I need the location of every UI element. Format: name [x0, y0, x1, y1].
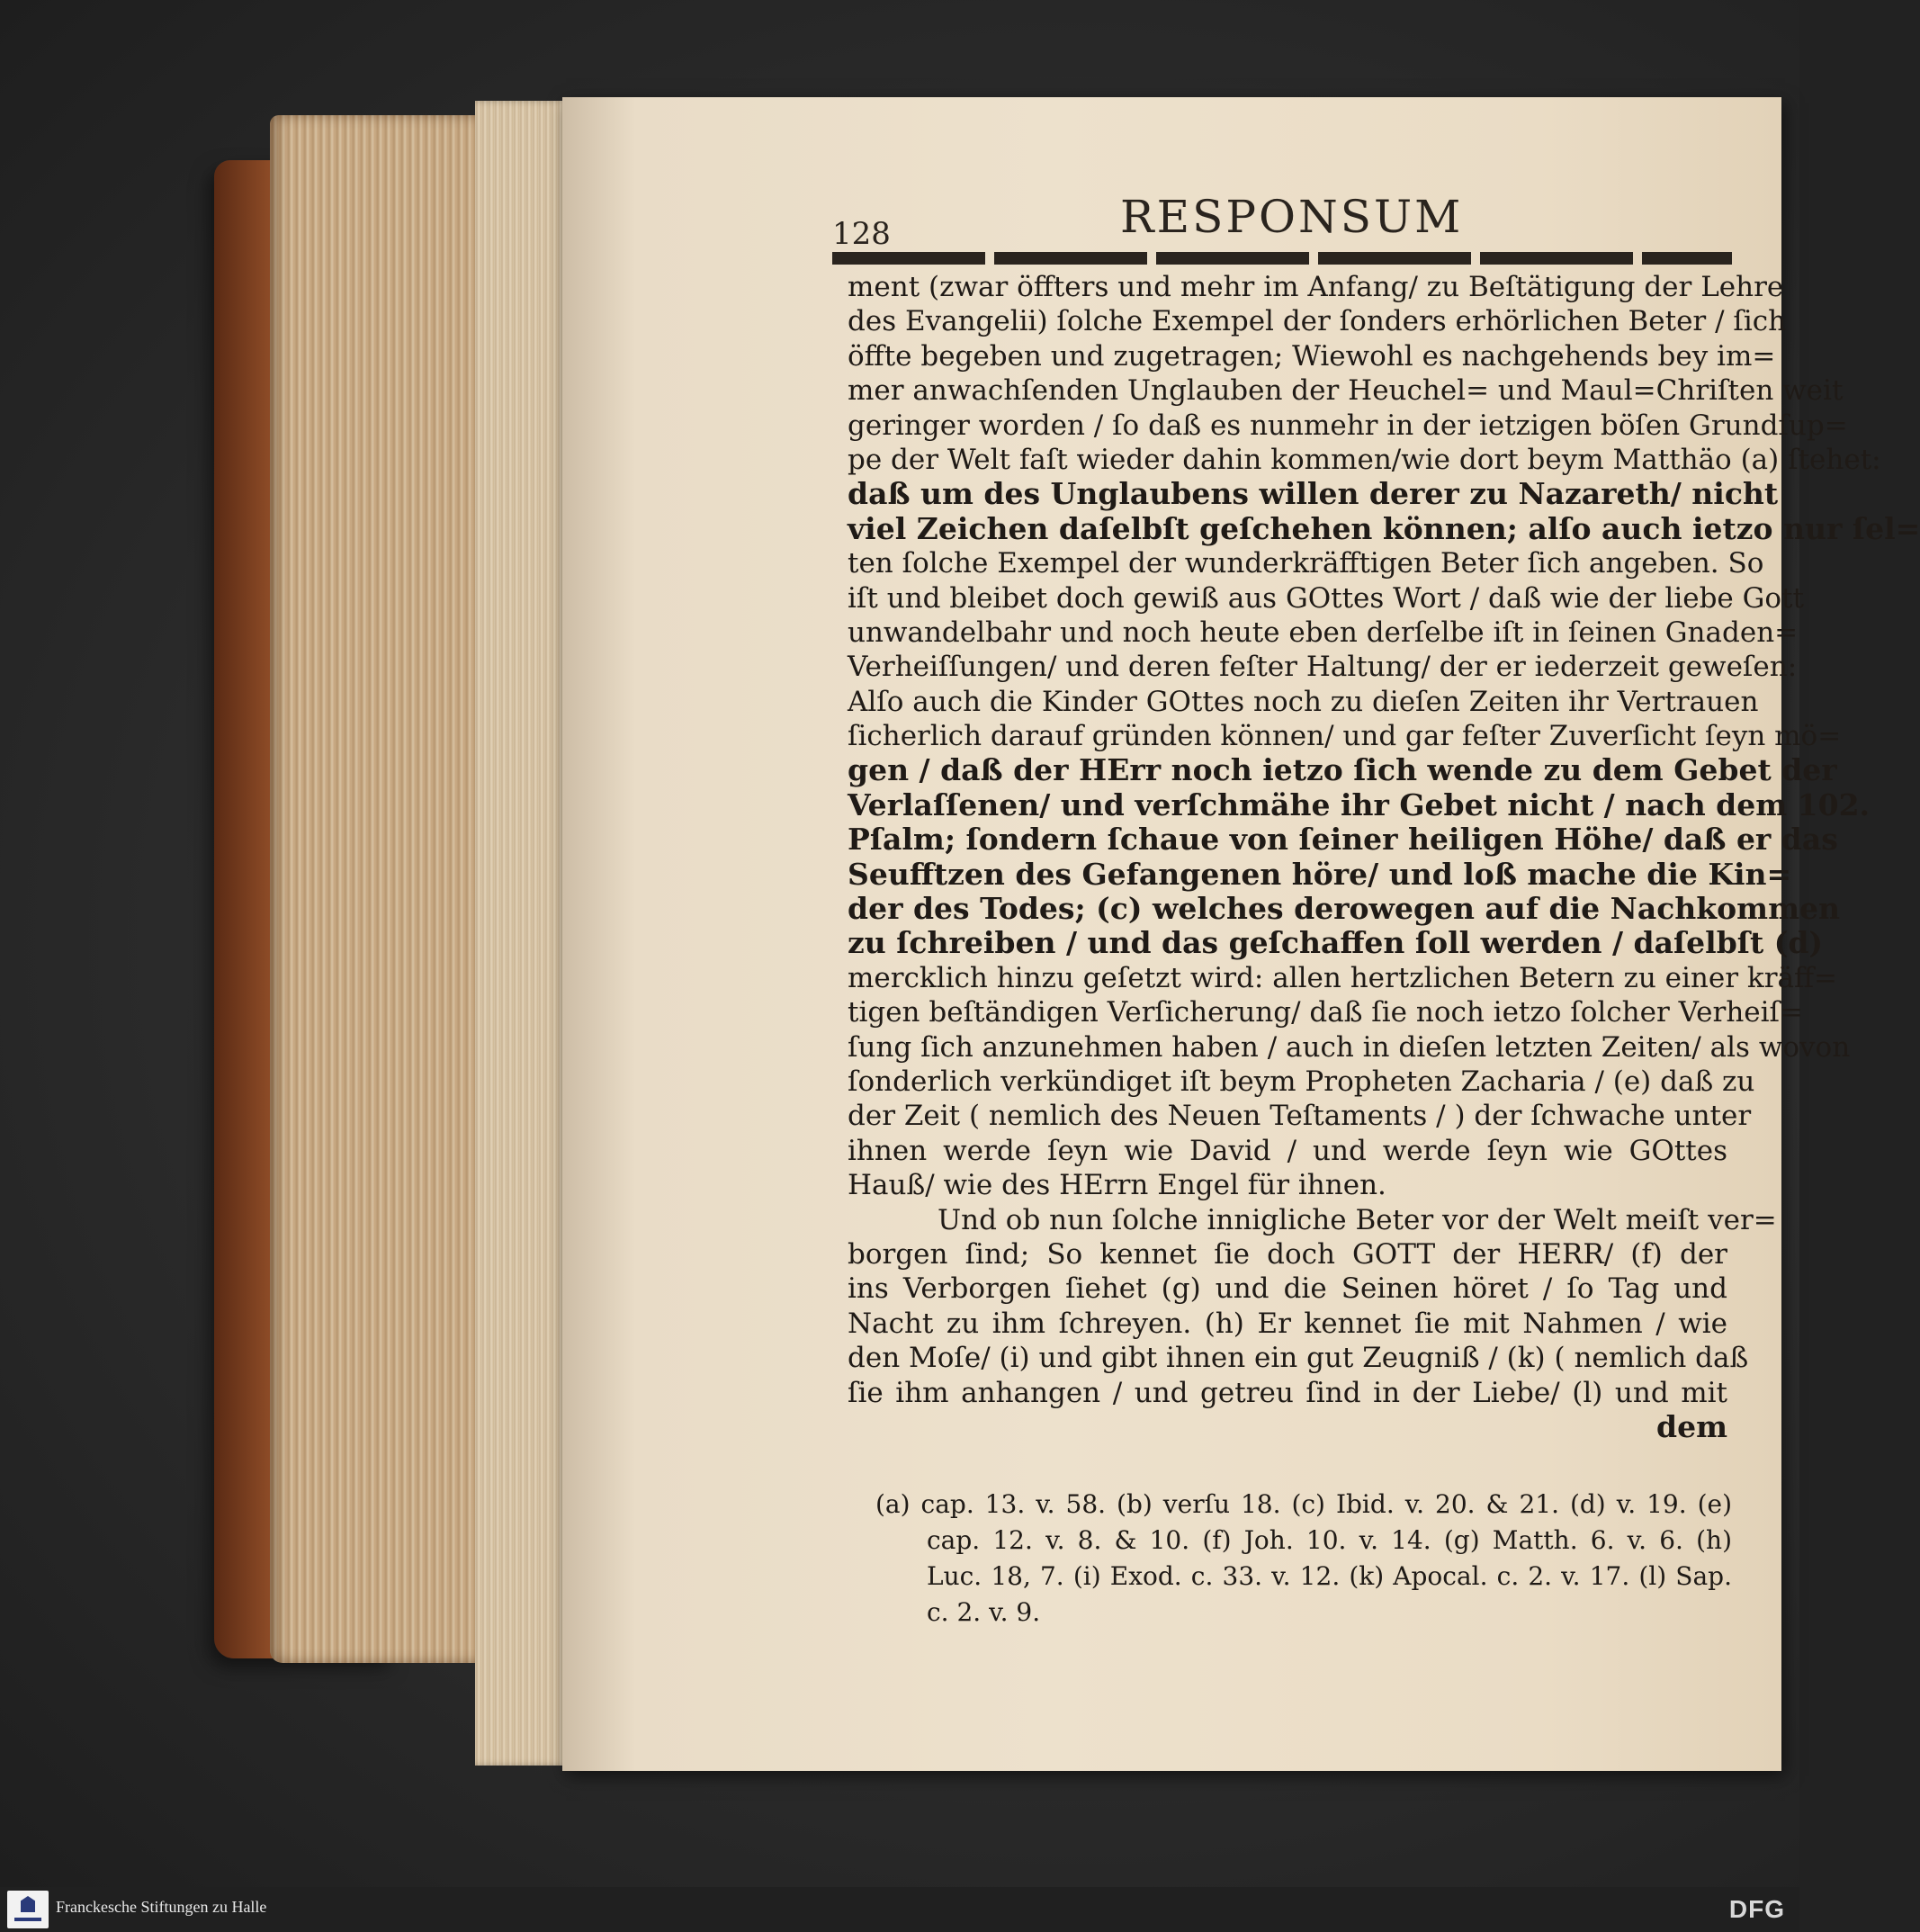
text-line: tigen beſtändigen Verſicherung/ daß ſie noch ietzo ſolcher Verheiſ= — [848, 996, 1804, 1029]
text-line: daß um des Unglaubens willen derer zu Nazareth/ nicht — [848, 476, 1779, 512]
text-line: Alſo auch die Kinder GOttes noch zu dieſen Zeiten ihr Vertrauen — [848, 685, 1759, 718]
text-line: pe der Welt faſt wieder dahin kommen/wie dort beym Matthäo (a) ſtehet: — [848, 443, 1881, 476]
text-line: Verheiſſungen/ und deren feſter Haltung/ der er iederzeit geweſen: — [848, 651, 1798, 684]
text-line: mercklich hinzu geſetzt wird: allen hertzlichen Betern zu einer kräff= — [848, 961, 1838, 994]
footnote-line: Luc. 18, 7. (i) Exod. c. 33. v. 12. (k) Apocal. c. 2. v. 17. (l) Sap. — [927, 1561, 1732, 1591]
body-text — [848, 270, 1920, 1467]
footnote-line: (a) cap. 13. v. 58. (b) verſu 18. (c) Ibid. v. 20. & 21. (d) v. 19. (e) — [875, 1489, 1732, 1519]
footnotes — [875, 1487, 1732, 1640]
running-title: RESPONSUM — [1120, 191, 1464, 243]
text-line: borgen ſind; So kennet ſie doch GOTT der HERR/ (f) der — [848, 1237, 1727, 1271]
text-line: Hauß/ wie des HErrn Engel für ihnen. — [848, 1169, 1386, 1202]
text-line: ſung ſich anzunehmen haben / auch in dieſen letzten Zeiten/ als wovon — [848, 1030, 1851, 1064]
footnote-line: c. 2. v. 9. — [927, 1597, 1041, 1627]
text-line: öffte begeben und zugetragen; Wiewohl es nachgehends bey im= — [848, 339, 1776, 373]
text-line: ten ſolche Exempel der wunderkräfftigen Beter ſich angeben. So — [848, 547, 1764, 580]
text-line: Seufftzen des Gefangenen höre/ und loß mache die Kin= — [848, 856, 1792, 892]
text-line: der des Todes; (c) welches derowegen auf die Nachkommen — [848, 891, 1840, 927]
text-line: den Moſe/ (i) und gibt ihnen ein gut Zeugniß / (k) ( nemlich daß — [848, 1342, 1749, 1375]
foundation-logo-icon — [7, 1891, 49, 1928]
page-edges — [475, 101, 569, 1766]
footnote-line: cap. 12. v. 8. & 10. (f) Joh. 10. v. 14. (g) Matth. 6. v. 6. (h) — [927, 1525, 1732, 1555]
text-line: ins Verborgen ſiehet (g) und die Seinen höret / ſo Tag und — [848, 1272, 1727, 1306]
text-line: unwandelbahr und noch heute eben derſelbe iſt in ſeinen Gnaden= — [848, 616, 1799, 649]
text-line: gen / daß der HErr noch ietzo ſich wende zu dem Gebet der — [848, 752, 1837, 788]
text-line: iſt und bleibet doch gewiß aus GOttes Wort / daß wie der liebe Gott — [848, 581, 1804, 615]
catchword: dem — [1656, 1408, 1727, 1444]
dfg-logo: DFG — [1728, 1895, 1785, 1923]
page-number: 128 — [832, 216, 891, 252]
text-line: viel Zeichen daſelbſt geſchehen können; alſo auch ietzo nur ſel= — [848, 510, 1920, 546]
text-line: ſie ihm anhangen / und getreu ſind in der Liebe/ (l) und mit — [848, 1376, 1727, 1409]
text-line: Nacht zu ihm ſchreyen. (h) Er kennet ſie mit Nahmen / wie — [848, 1307, 1727, 1340]
text-line: Und ob nun ſolche innigliche Beter vor der Welt meiſt ver= — [938, 1203, 1777, 1236]
viewer-footer — [0, 1887, 1799, 1932]
text-line: ihnen werde ſeyn wie David / und werde ſeyn wie GOttes — [848, 1134, 1727, 1167]
header-rule — [832, 252, 1732, 265]
text-line: ment (zwar öffters und mehr im Anfang/ zu Beſtätigung der Lehre — [848, 271, 1784, 303]
text-line: ſicherlich darauf gründen können/ und gar feſter Zuverſicht ſeyn mö= — [848, 720, 1842, 753]
running-head — [832, 191, 1741, 252]
text-line: mer anwachſenden Unglauben der Heuchel= und Maul=Chriſten weit — [848, 374, 1844, 408]
text-line: zu ſchreiben / und das geſchaffen ſoll werden / daſelbſt (d) — [848, 925, 1824, 961]
text-line: des Evangelii) ſolche Exempel der ſonders erhörlichen Beter / ſich — [848, 305, 1787, 338]
text-line: der Zeit ( nemlich des Neuen Teſtaments / ) der ſchwache unter — [848, 1100, 1752, 1133]
text-line: Verlaſſenen/ und verſchmähe ihr Gebet nicht / nach dem 102. — [848, 786, 1871, 822]
institution-label: Franckesche Stiftungen zu Halle — [56, 1898, 267, 1916]
text-line: ſonderlich verkündiget iſt beym Propheten Zacharia / (e) daß zu — [848, 1065, 1755, 1098]
text-line: geringer worden / ſo daß es nunmehr in der ietzigen böſen Grundſup= — [848, 409, 1848, 442]
text-line: Pſalm; ſondern ſchaue von ſeiner heiligen Höhe/ daß er das — [848, 822, 1838, 858]
